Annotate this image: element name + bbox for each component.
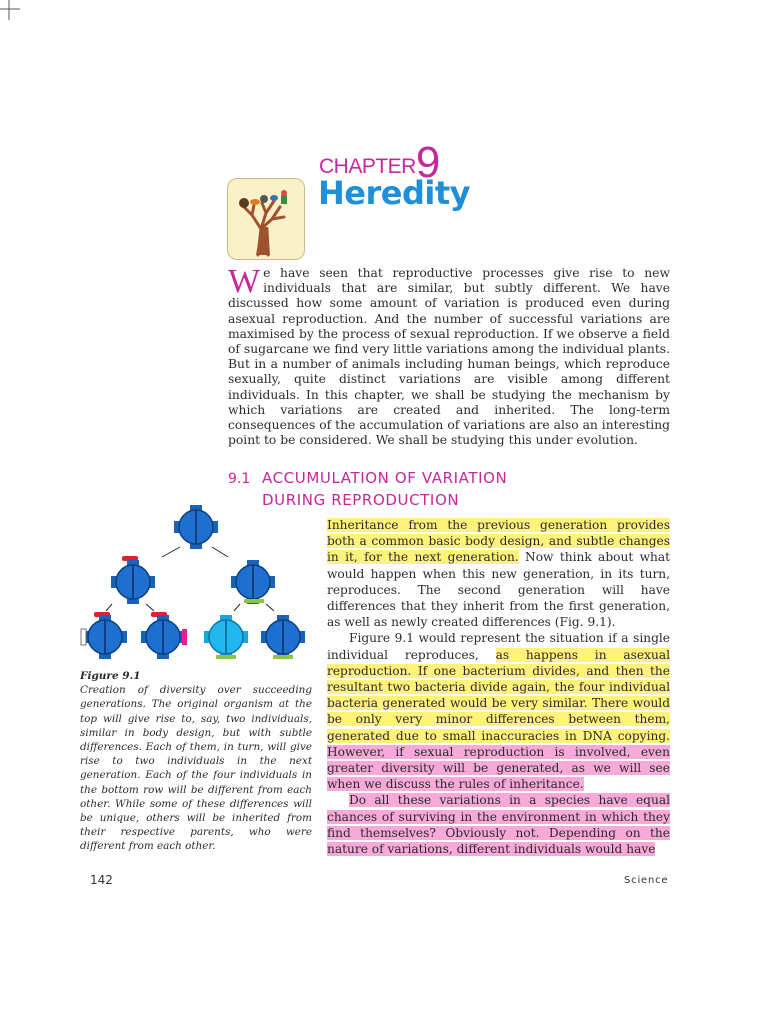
organism-gen1	[174, 505, 218, 549]
section-number: 9.1	[228, 471, 251, 487]
highlight-pink: Do all these variations in a species have equal chances of surviving in the environment in which they find themselves? Obviously not. Depending on the nature of variations, different individuals would have	[327, 793, 670, 857]
crop-mark	[0, 0, 20, 20]
diversity-diagram	[78, 503, 318, 663]
paragraph-1	[327, 517, 670, 630]
intro-paragraph	[228, 263, 670, 448]
highlight-yellow: Inheritance from the previous generation provides both a common basic body design, and subtle changes in it, for the next generation.	[327, 518, 670, 565]
highlight-pink: However, if sexual reproduction is involved, even greater diversity will be generated, as we will see when we discuss the rules of inheritance.	[327, 744, 670, 792]
section-title-line2: DURING REPRODUCTION	[262, 491, 460, 509]
figure-caption-text: Creation of diversity over succeeding generations. The original organism at the top will give rise to, say, two individuals, similar in body design, but with subtle differences. Each of them, in turn, will give rise to two individuals in the next generation. Each of the four individuals in the bottom row will be different from each other. While some of these differences will be unique, others will be inherited from their respective parents, who were different from each other.	[80, 684, 312, 853]
paragraph-text: Now think about what would happen when this new generation, in its turn, reproduces. The second generation will have differences that they inherit from the first generation, as well as newly created differences (Fig. 9.1).	[327, 550, 671, 630]
organism-gen3-1	[81, 612, 127, 659]
organism-gen3-3	[204, 615, 248, 659]
highlight-yellow: as happens in asexual reproduction. If one bacterium divides, and then the resultant two bacteria divide again, the four individual bacteria generated would be very similar. There would be only very minor differences between them, generated due to small inaccuracies in DNA copying.	[327, 647, 671, 743]
page-number: 142	[90, 873, 113, 887]
drop-cap: W	[228, 263, 261, 300]
paragraph-2	[327, 630, 670, 792]
paragraph-text: Figure 9.1 would represent the situation if a single individual reproduces,	[327, 631, 670, 662]
chapter-tree-icon	[227, 178, 305, 260]
chapter-word: CHAPTER	[319, 155, 416, 178]
organism-gen3-2	[141, 612, 187, 659]
figure-label: Figure 9.1	[80, 670, 141, 682]
organism-gen3-4	[261, 615, 305, 659]
chapter-number: 9	[415, 138, 441, 187]
section-title-line1: ACCUMULATION OF VARIATION	[262, 469, 508, 487]
intro-text: e have seen that reproductive processes give rise to new individuals that are similar, but subtly different. We have discussed how some amount of variation is produced even during asexual reproduction. And the number of successful variations are maximised by the process of sexual reproduction. If we observe a field of sugarcane we find very little variations among the individual plants. But in a number of animals including human beings, which reproduce sexually, quite distinct variations are visible among different individuals. In this chapter, we shall be studying the mechanism by which variations are created and inherited. The long-term consequences of the accumulation of variations are also an interesting point to be considered. We shall be studying this under evolution.	[228, 266, 670, 448]
organism-gen2-right	[231, 560, 275, 604]
chapter-title: Heredity	[318, 174, 470, 212]
organism-gen2-left	[111, 556, 155, 604]
section-body	[327, 517, 670, 857]
paragraph-3	[327, 792, 670, 857]
footer-subject: Science	[624, 875, 669, 886]
figure-caption	[80, 669, 312, 854]
